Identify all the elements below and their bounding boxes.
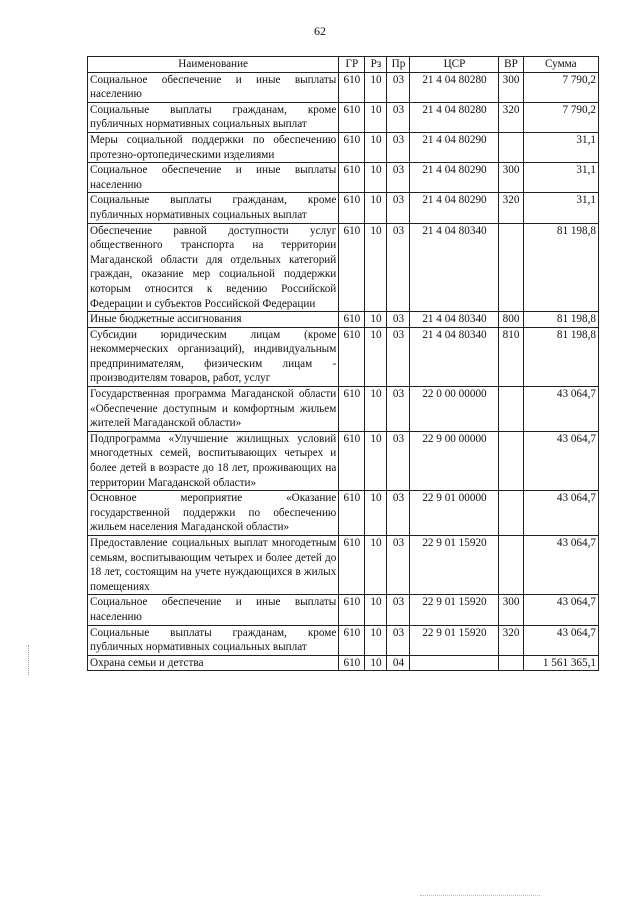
row-name-cell: Охрана семьи и детства [88, 655, 339, 671]
row-name-cell: Государственная программа Магаданской области «Обеспечение доступным и комфортным жильем жителей Магаданской области» [88, 387, 339, 432]
row-sum-cell: 7 790,2 [523, 72, 598, 102]
row-csr-cell: 22 9 01 00000 [410, 491, 499, 536]
row-csr-cell: 21 4 04 80280 [410, 72, 499, 102]
row-csr-cell: 22 9 01 15920 [410, 625, 499, 655]
row-pr-cell: 04 [387, 655, 410, 671]
row-csr-cell: 21 4 04 80290 [410, 163, 499, 193]
row-rz-cell: 10 [365, 163, 387, 193]
row-gr-cell: 610 [339, 536, 365, 595]
row-sum-cell: 43 064,7 [523, 491, 598, 536]
row-sum-cell: 43 064,7 [523, 536, 598, 595]
row-gr-cell: 610 [339, 491, 365, 536]
row-sum-cell: 31,1 [523, 193, 598, 223]
row-pr-cell: 03 [387, 431, 410, 490]
table-row [88, 72, 599, 102]
row-vr-cell [499, 655, 523, 671]
row-pr-cell: 03 [387, 327, 410, 386]
table-row [88, 223, 599, 312]
table-row [88, 193, 599, 223]
row-name-cell: Социальное обеспечение и иные выплаты населению [88, 163, 339, 193]
table-row [88, 312, 599, 328]
row-pr-cell: 03 [387, 387, 410, 432]
row-rz-cell: 10 [365, 327, 387, 386]
row-csr-cell: 21 4 04 80290 [410, 132, 499, 162]
row-vr-cell: 320 [499, 193, 523, 223]
table-row [88, 595, 599, 625]
row-vr-cell [499, 431, 523, 490]
row-vr-cell: 320 [499, 625, 523, 655]
table-row [88, 431, 599, 490]
row-csr-cell: 21 4 04 80290 [410, 193, 499, 223]
row-name-cell: Социальное обеспечение и иные выплаты населению [88, 72, 339, 102]
row-gr-cell: 610 [339, 387, 365, 432]
row-pr-cell: 03 [387, 223, 410, 312]
row-sum-cell: 81 198,8 [523, 223, 598, 312]
table-row [88, 491, 599, 536]
table-header-row [88, 57, 599, 73]
row-rz-cell: 10 [365, 312, 387, 328]
row-name-cell: Социальные выплаты гражданам, кроме публичных нормативных социальных выплат [88, 625, 339, 655]
header-gr: ГР [339, 57, 365, 73]
row-rz-cell: 10 [365, 625, 387, 655]
header-sum: Сумма [523, 57, 598, 73]
row-sum-cell: 43 064,7 [523, 431, 598, 490]
row-name-cell: Иные бюджетные ассигнования [88, 312, 339, 328]
table-row [88, 536, 599, 595]
row-name-cell: Меры социальной поддержки по обеспечению протезно-ортопедическими изделиями [88, 132, 339, 162]
row-pr-cell: 03 [387, 625, 410, 655]
table-row [88, 655, 599, 671]
row-vr-cell [499, 536, 523, 595]
row-gr-cell: 610 [339, 223, 365, 312]
row-pr-cell: 03 [387, 163, 410, 193]
row-csr-cell: 21 4 04 80340 [410, 223, 499, 312]
table-row [88, 163, 599, 193]
row-rz-cell: 10 [365, 431, 387, 490]
header-csr: ЦСР [410, 57, 499, 73]
row-csr-cell: 21 4 04 80280 [410, 102, 499, 132]
row-gr-cell: 610 [339, 595, 365, 625]
row-rz-cell: 10 [365, 536, 387, 595]
margin-mark [28, 645, 30, 675]
row-csr-cell: 22 9 01 15920 [410, 536, 499, 595]
row-pr-cell: 03 [387, 595, 410, 625]
row-csr-cell: 22 9 00 00000 [410, 431, 499, 490]
row-rz-cell: 10 [365, 72, 387, 102]
row-sum-cell: 43 064,7 [523, 625, 598, 655]
row-csr-cell [410, 655, 499, 671]
row-gr-cell: 610 [339, 312, 365, 328]
table-row [88, 625, 599, 655]
page-number: 62 [314, 24, 326, 38]
row-name-cell: Обеспечение равной доступности услуг общественного транспорта на территории Магаданской области для отдельных категорий граждан, оказание мер социальной поддержки которым относится к ведению Российской Федерации и субъектов Российской Федерации [88, 223, 339, 312]
row-vr-cell: 810 [499, 327, 523, 386]
row-sum-cell: 43 064,7 [523, 595, 598, 625]
table-row [88, 387, 599, 432]
budget-table [87, 56, 599, 671]
row-sum-cell: 81 198,8 [523, 327, 598, 386]
row-csr-cell: 22 0 00 00000 [410, 387, 499, 432]
row-pr-cell: 03 [387, 132, 410, 162]
row-vr-cell: 320 [499, 102, 523, 132]
row-vr-cell [499, 132, 523, 162]
row-pr-cell: 03 [387, 102, 410, 132]
table-row [88, 327, 599, 386]
header-name: Наименование [88, 57, 339, 73]
row-vr-cell: 300 [499, 72, 523, 102]
row-pr-cell: 03 [387, 536, 410, 595]
row-rz-cell: 10 [365, 223, 387, 312]
row-name-cell: Предоставление социальных выплат многодетным семьям, воспитывающим четырех и более детей до 18 лет, состоящим на учете нуждающихся в жилых помещениях [88, 536, 339, 595]
row-pr-cell: 03 [387, 72, 410, 102]
row-gr-cell: 610 [339, 193, 365, 223]
row-pr-cell: 03 [387, 491, 410, 536]
row-sum-cell: 7 790,2 [523, 102, 598, 132]
row-rz-cell: 10 [365, 655, 387, 671]
row-rz-cell: 10 [365, 193, 387, 223]
row-name-cell: Основное мероприятие «Оказание государственной поддержки по обеспечению жильем населения Магаданской области» [88, 491, 339, 536]
row-gr-cell: 610 [339, 102, 365, 132]
row-rz-cell: 10 [365, 102, 387, 132]
table-row [88, 102, 599, 132]
row-gr-cell: 610 [339, 625, 365, 655]
footer-line [420, 895, 540, 896]
row-vr-cell: 800 [499, 312, 523, 328]
row-csr-cell: 21 4 04 80340 [410, 327, 499, 386]
row-pr-cell: 03 [387, 193, 410, 223]
row-vr-cell [499, 223, 523, 312]
row-csr-cell: 21 4 04 80340 [410, 312, 499, 328]
row-gr-cell: 610 [339, 163, 365, 193]
row-gr-cell: 610 [339, 327, 365, 386]
header-rz: Рз [365, 57, 387, 73]
row-name-cell: Субсидии юридическим лицам (кроме некоммерческих организаций), индивидуальным предпринимателям, физическим лицам - производителям товаров, работ, услуг [88, 327, 339, 386]
row-gr-cell: 610 [339, 72, 365, 102]
row-sum-cell: 43 064,7 [523, 387, 598, 432]
row-rz-cell: 10 [365, 132, 387, 162]
row-rz-cell: 10 [365, 595, 387, 625]
row-vr-cell [499, 491, 523, 536]
row-vr-cell: 300 [499, 595, 523, 625]
row-name-cell: Подпрограмма «Улучшение жилищных условий многодетных семей, воспитывающих четырех и более детей в возрасте до 18 лет, проживающих на территории Магаданской области» [88, 431, 339, 490]
row-sum-cell: 31,1 [523, 163, 598, 193]
row-rz-cell: 10 [365, 491, 387, 536]
row-name-cell: Социальные выплаты гражданам, кроме публичных нормативных социальных выплат [88, 102, 339, 132]
row-gr-cell: 610 [339, 132, 365, 162]
row-vr-cell: 300 [499, 163, 523, 193]
row-rz-cell: 10 [365, 387, 387, 432]
row-gr-cell: 610 [339, 431, 365, 490]
row-sum-cell: 31,1 [523, 132, 598, 162]
row-sum-cell: 1 561 365,1 [523, 655, 598, 671]
row-sum-cell: 81 198,8 [523, 312, 598, 328]
row-name-cell: Социальное обеспечение и иные выплаты населению [88, 595, 339, 625]
row-gr-cell: 610 [339, 655, 365, 671]
row-csr-cell: 22 9 01 15920 [410, 595, 499, 625]
row-name-cell: Социальные выплаты гражданам, кроме публичных нормативных социальных выплат [88, 193, 339, 223]
row-vr-cell [499, 387, 523, 432]
header-vr: ВР [499, 57, 523, 73]
header-pr: Пр [387, 57, 410, 73]
table-row [88, 132, 599, 162]
row-pr-cell: 03 [387, 312, 410, 328]
